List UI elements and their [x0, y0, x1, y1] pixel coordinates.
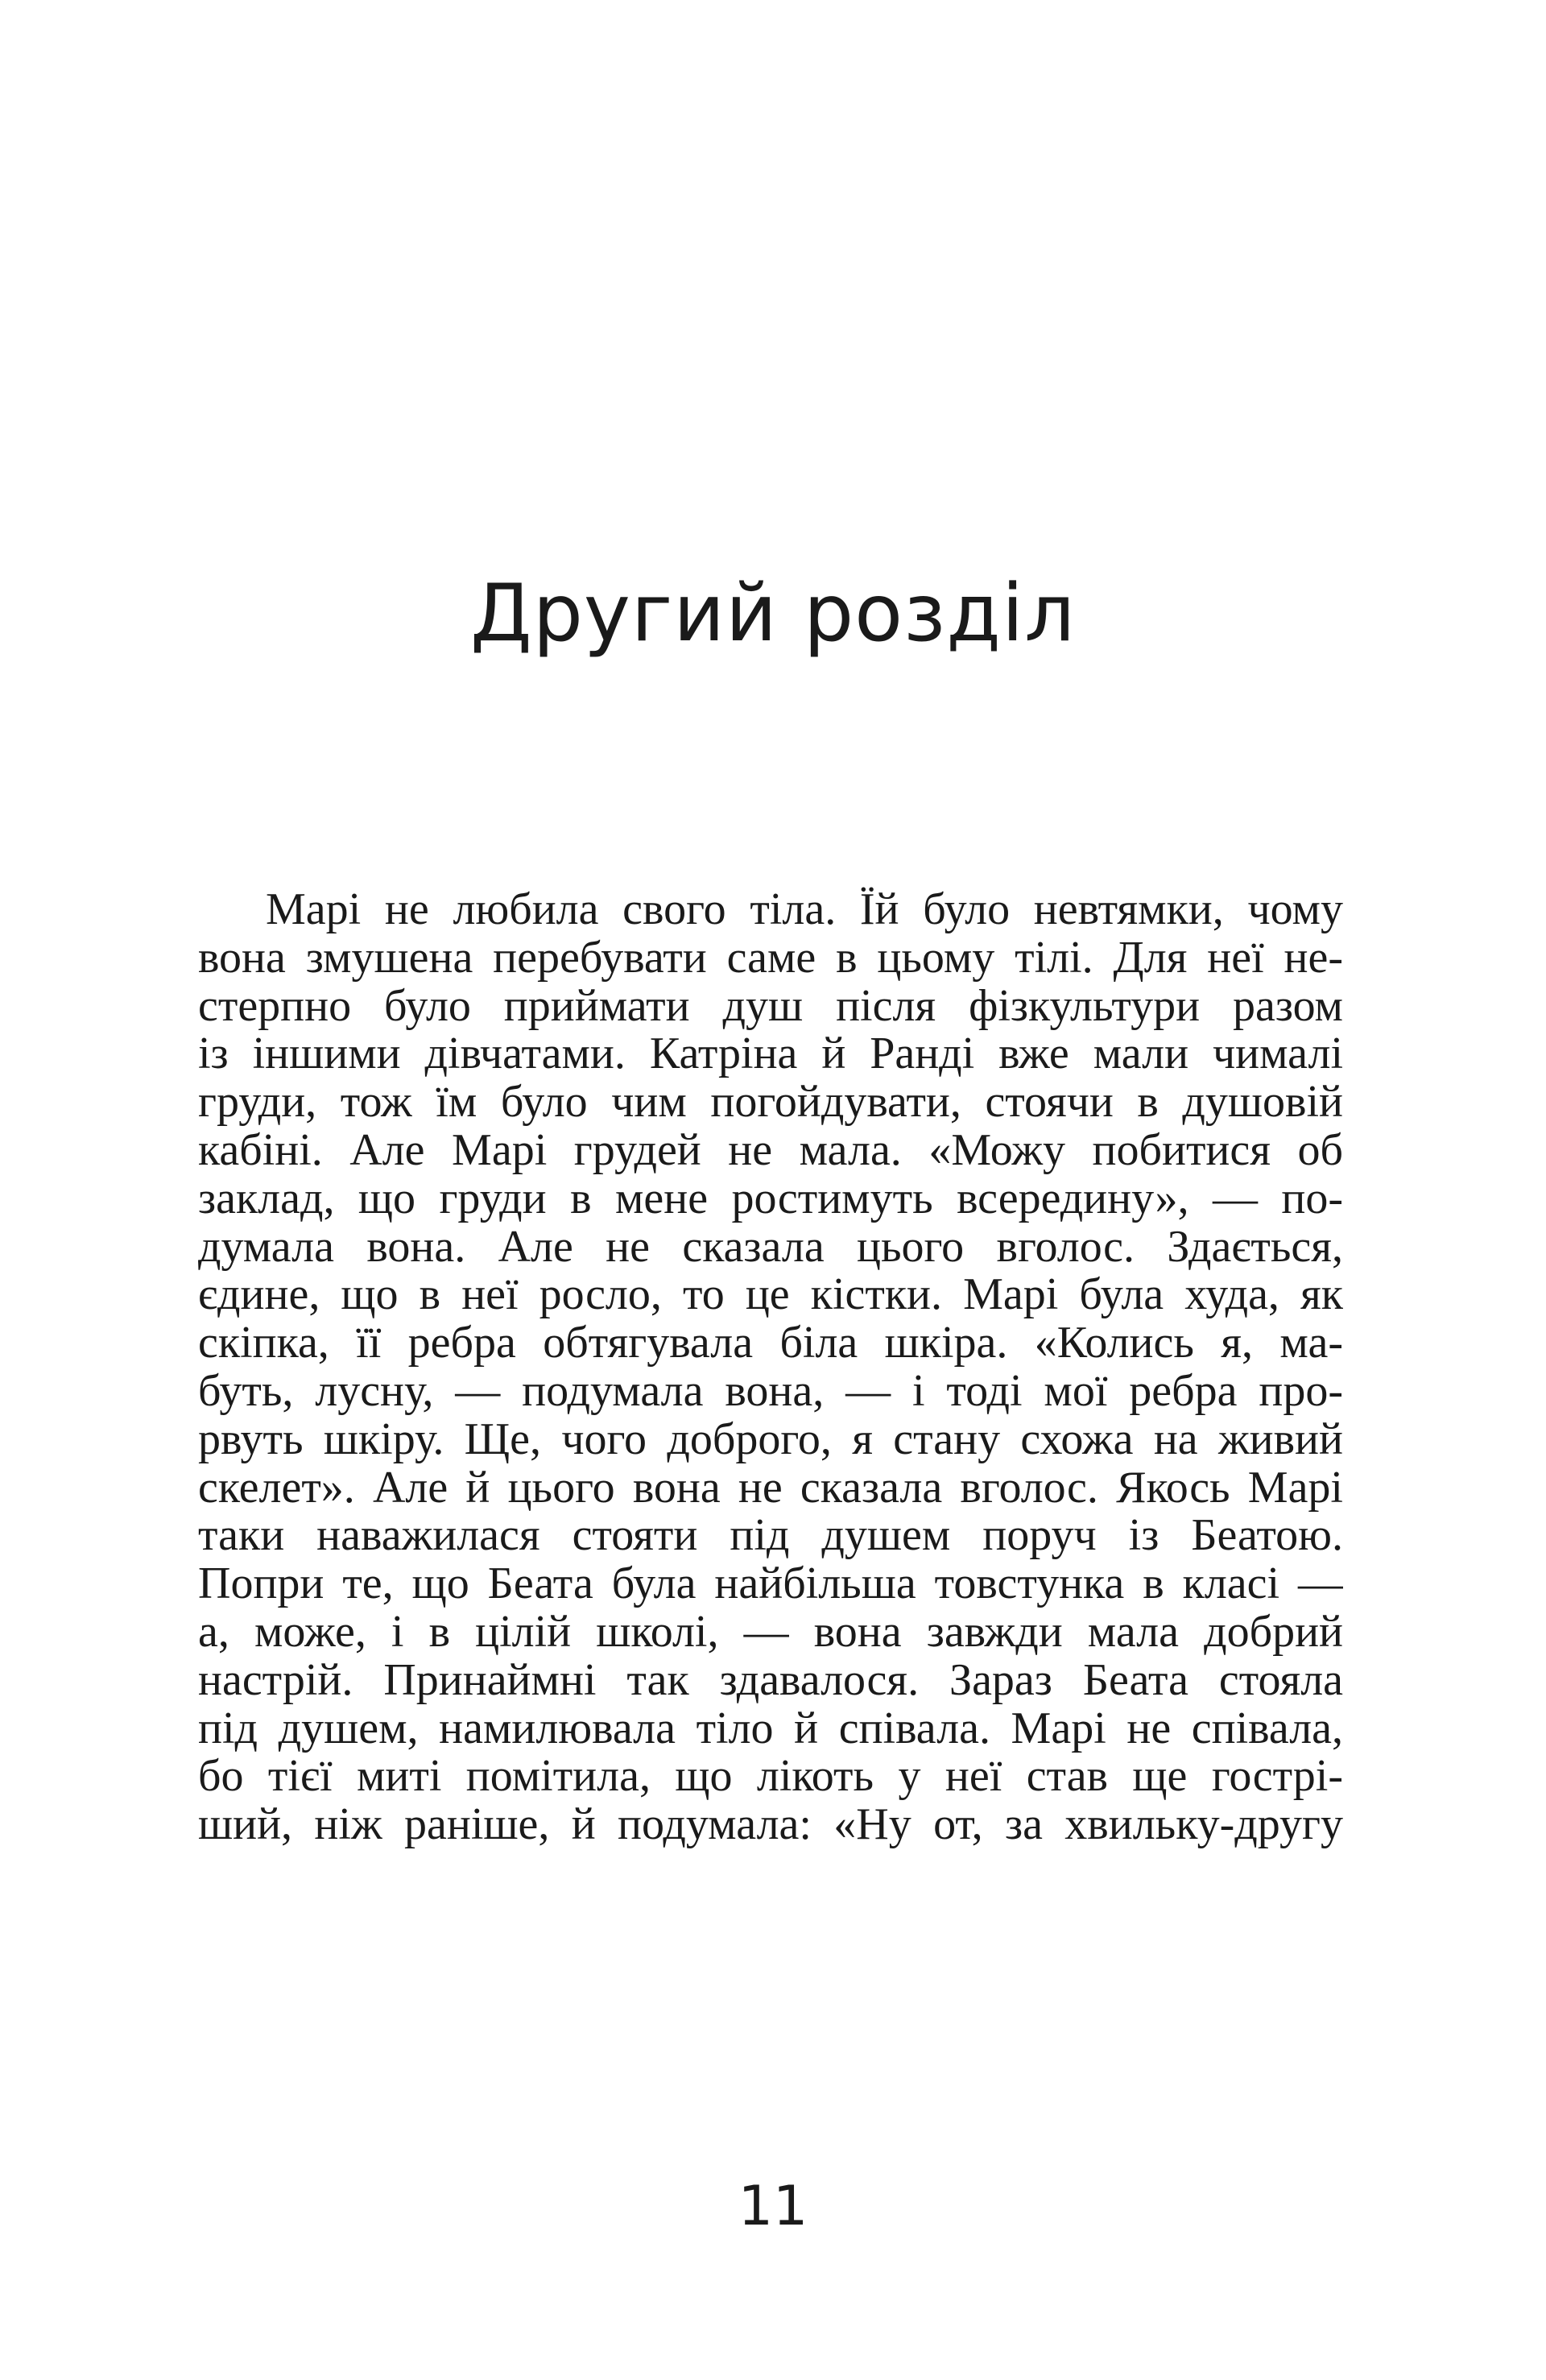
body-text	[198, 886, 1343, 1849]
text-line: Марі не любила свого тіла. Їй було невтямки, чому	[266, 886, 1343, 934]
text-line: буть, лусну, — подумала вона, — і тоді мої ребра про-	[198, 1367, 1343, 1416]
text-line: ший, ніж раніше, й подумала: «Ну от, за хвильку-другу	[198, 1801, 1343, 1849]
text-line: заклад, що груди в мене ростимуть всередину», — по-	[198, 1174, 1343, 1223]
text-line: рвуть шкіру. Ще, чого доброго, я стану схожа на живий	[198, 1415, 1343, 1464]
text-line: бо тієї миті помітила, що лікоть у неї став ще гострі-	[198, 1753, 1343, 1802]
chapter-title: Другий розділ	[470, 568, 1076, 660]
text-line: скіпка, її ребра обтягувала біла шкіра. «Колись я, ма-	[198, 1319, 1343, 1368]
text-line: а, може, і в цілій школі, — вона завжди мала добрий	[198, 1608, 1343, 1657]
text-line: із іншими дівчатами. Катріна й Ранді вже мали чималі	[198, 1030, 1343, 1079]
text-line: єдине, що в неї росло, то це кістки. Марі була худа, як	[198, 1271, 1343, 1320]
page-number: 11	[738, 2175, 808, 2238]
text-line: настрій. Принаймні так здавалося. Зараз Беата стояла	[198, 1656, 1343, 1705]
text-line: кабіні. Але Марі грудей не мала. «Можу побитися об	[198, 1126, 1343, 1175]
text-line: таки наважилася стояти під душем поруч із Беатою.	[198, 1512, 1343, 1561]
text-line: вона змушена перебувати саме в цьому тілі. Для неї не-	[198, 933, 1343, 983]
text-line: Попри те, що Беата була найбільша товстунка в класі —	[198, 1560, 1343, 1608]
text-line: стерпно було приймати душ після фізкультури разом	[198, 982, 1343, 1031]
text-line: думала вона. Але не сказала цього вголос. Здається,	[198, 1223, 1343, 1272]
text-line: груди, тож їм було чим погойдувати, стоячи в душовій	[198, 1078, 1343, 1127]
text-line: скелет». Але й цього вона не сказала вголос. Якось Марі	[198, 1463, 1343, 1513]
text-line: під душем, намилювала тіло й співала. Марі не співала,	[198, 1704, 1343, 1753]
